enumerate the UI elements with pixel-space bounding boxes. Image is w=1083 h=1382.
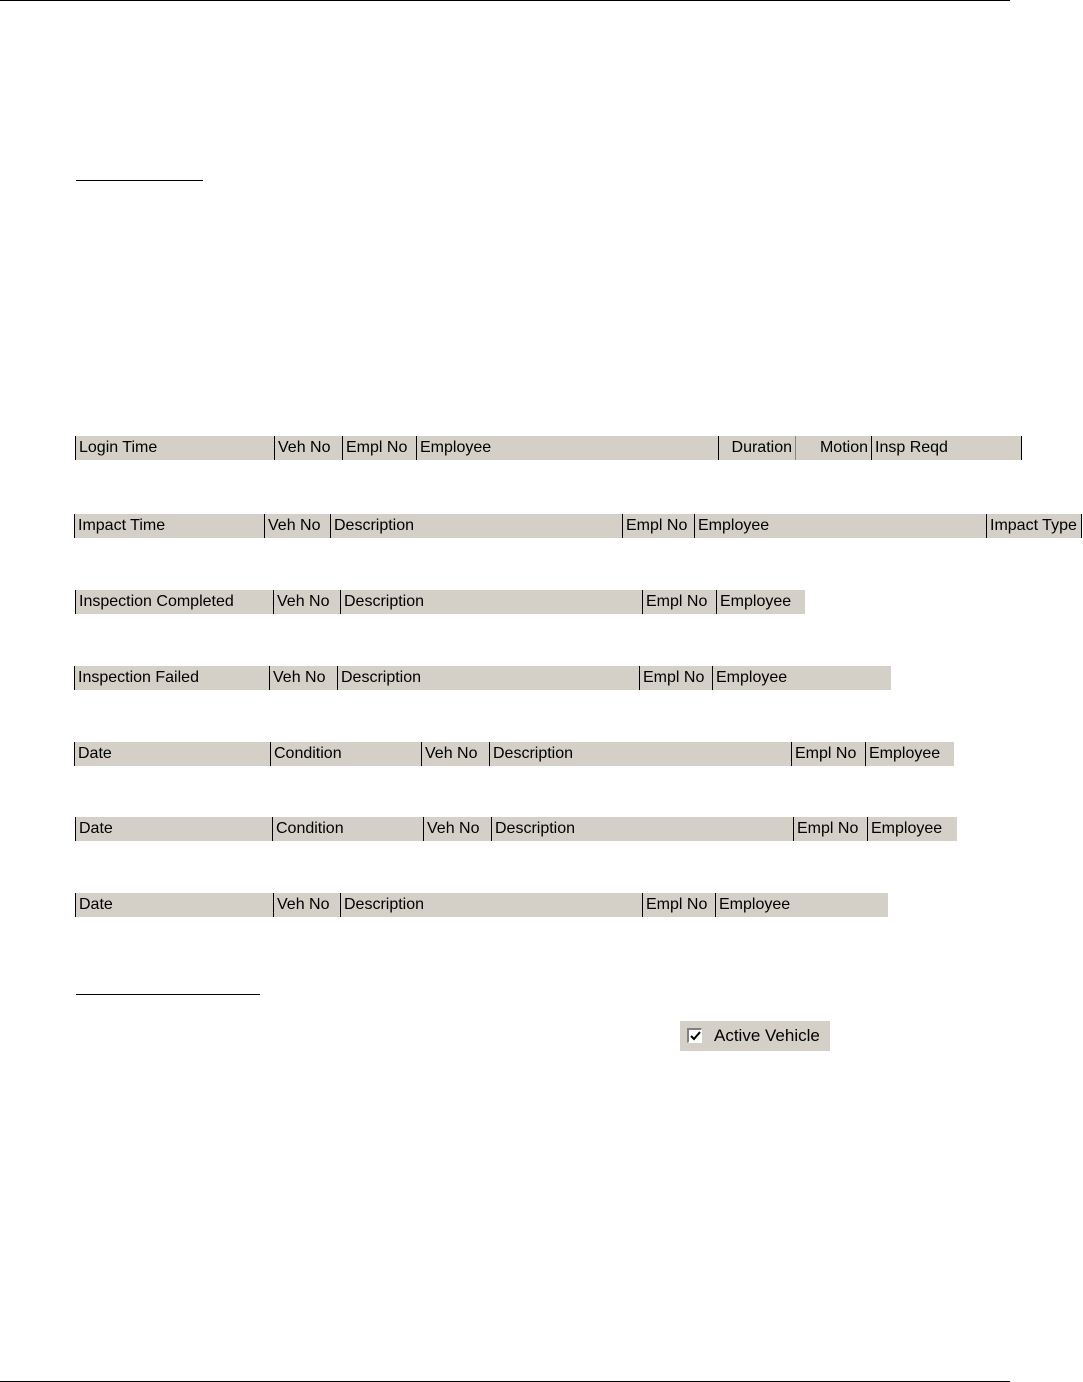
col-header-date[interactable]: Date — [74, 742, 270, 766]
active-vehicle-label: Active Vehicle — [714, 1026, 820, 1045]
condition-grid-header-1 — [74, 742, 954, 766]
col-header-motion[interactable]: Motion — [795, 436, 871, 460]
col-header-impact-time[interactable]: Impact Time — [74, 514, 264, 538]
col-header-inspection-completed[interactable]: Inspection Completed — [75, 590, 273, 614]
col-header-description[interactable]: Description — [489, 742, 791, 766]
col-header-empl-no[interactable]: Empl No — [639, 666, 712, 690]
condition-grid-header-2 — [75, 817, 957, 841]
col-header-empl-no[interactable]: Empl No — [793, 817, 867, 841]
col-header-inspection-failed[interactable]: Inspection Failed — [74, 666, 269, 690]
section-underline-2 — [76, 994, 260, 995]
col-header-empl-no[interactable]: Empl No — [791, 742, 865, 766]
col-header-empl-no[interactable]: Empl No — [342, 436, 416, 460]
col-header-veh-no[interactable]: Veh No — [273, 590, 340, 614]
col-header-description[interactable]: Description — [491, 817, 793, 841]
top-rule — [0, 0, 1010, 1]
impact-grid-header — [74, 514, 1082, 538]
inspection-failed-grid-header — [74, 666, 891, 690]
col-header-veh-no[interactable]: Veh No — [269, 666, 337, 690]
col-header-empl-no[interactable]: Empl No — [642, 893, 715, 917]
login-grid-header — [75, 436, 1022, 460]
col-header-impact-type[interactable]: Impact Type — [986, 514, 1082, 538]
inspection-completed-grid-header — [75, 590, 805, 614]
col-header-employee[interactable]: Employee — [416, 436, 718, 460]
col-header-empl-no[interactable]: Empl No — [642, 590, 716, 614]
col-header-condition[interactable]: Condition — [270, 742, 421, 766]
col-header-employee[interactable]: Employee — [865, 742, 954, 766]
col-header-description[interactable]: Description — [330, 514, 622, 538]
col-header-duration[interactable]: Duration — [718, 436, 795, 460]
vehicle-grid-header — [75, 893, 888, 917]
col-header-description[interactable]: Description — [340, 893, 642, 917]
section-underline-1 — [76, 180, 203, 181]
col-header-description[interactable]: Description — [337, 666, 639, 690]
col-header-login-time[interactable]: Login Time — [75, 436, 274, 460]
col-header-veh-no[interactable]: Veh No — [274, 436, 342, 460]
col-header-employee[interactable]: Employee — [712, 666, 891, 690]
col-header-employee[interactable]: Employee — [715, 893, 888, 917]
col-header-employee[interactable]: Employee — [694, 514, 986, 538]
col-header-insp-reqd[interactable]: Insp Reqd — [871, 436, 1022, 460]
col-header-veh-no[interactable]: Veh No — [421, 742, 489, 766]
col-header-veh-no[interactable]: Veh No — [423, 817, 491, 841]
col-header-veh-no[interactable]: Veh No — [273, 893, 340, 917]
col-header-veh-no[interactable]: Veh No — [264, 514, 330, 538]
col-header-condition[interactable]: Condition — [272, 817, 423, 841]
col-header-employee[interactable]: Employee — [867, 817, 957, 841]
active-vehicle-checkbox[interactable] — [680, 1021, 830, 1051]
col-header-date[interactable]: Date — [75, 817, 272, 841]
check-mark-icon — [690, 1031, 701, 1042]
col-header-employee[interactable]: Employee — [716, 590, 805, 614]
col-header-date[interactable]: Date — [75, 893, 273, 917]
checkbox-box[interactable] — [687, 1028, 702, 1043]
col-header-description[interactable]: Description — [340, 590, 642, 614]
col-header-empl-no[interactable]: Empl No — [622, 514, 694, 538]
